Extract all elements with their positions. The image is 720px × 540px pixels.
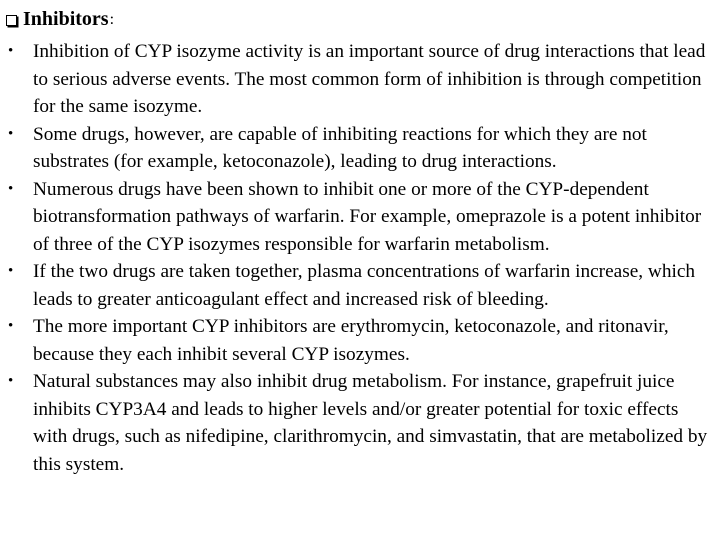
bullet-text: Inhibition of CYP isozyme activity is an important source of drug interactions that lead to serious adverse events. The most common form of inhibition is through competition for the same isozyme. (33, 41, 706, 117)
bullet-dot-icon: • (8, 43, 14, 59)
bullet-item (0, 38, 718, 121)
bullet-text: Some drugs, however, are capable of inhibiting reactions for which they are not substrates (for example, ketoconazole), leading to drug interactions. (33, 123, 647, 172)
section-heading (6, 7, 114, 31)
heading-title: Inhibitors (23, 7, 109, 30)
bullet-item (0, 368, 718, 478)
bullet-dot-icon: • (8, 263, 14, 279)
bullet-item (0, 313, 718, 368)
bullet-text: If the two drugs are taken together, plasma concentrations of warfarin increase, which leads to greater anticoagulant effect and increased risk of bleeding. (33, 261, 696, 310)
heading-colon: : (109, 11, 115, 28)
bullet-text: Numerous drugs have been shown to inhibit one or more of the CYP-dependent biotransformation pathways of warfarin. For example, omeprazole is a potent inhibitor of three of the CYP isozymes responsible for warfarin metabolism. (33, 178, 702, 255)
bullet-dot-icon: • (8, 180, 14, 197)
bullet-text: Natural substances may also inhibit drug metabolism. For instance, grapefruit juice inhibits CYP3A4 and leads to higher levels and/or greater potential for toxic effects with drugs, such as nifedipine, clarithromycin, and simvastatin, that are metabolized by this system. (33, 371, 708, 475)
checkbox-square-icon (6, 15, 17, 26)
bullet-text: The more important CYP inhibitors are erythromycin, ketoconazole, and ritonavir, because they each inhibit several CYP isozymes. (33, 316, 669, 365)
bullet-dot-icon: • (8, 125, 14, 142)
bullet-dot-icon: • (8, 318, 14, 334)
bullet-item (0, 121, 718, 176)
bullet-dot-icon: • (8, 373, 14, 389)
bullet-list (0, 38, 718, 478)
bullet-item (0, 176, 718, 259)
bullet-item (0, 258, 718, 313)
